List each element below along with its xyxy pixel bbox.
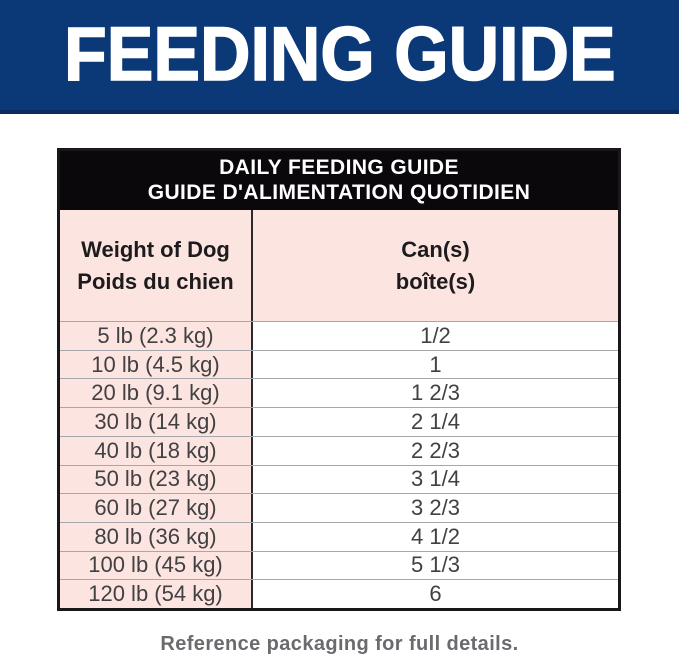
cans-cell: 3 1/4: [253, 466, 618, 494]
footer-note: Reference packaging for full details.: [160, 633, 519, 655]
column-header-row: [60, 210, 618, 322]
page-title: FEEDING GUIDE: [63, 12, 616, 97]
column-header-cans-fr: boîte(s): [395, 268, 476, 294]
table-header-line-fr: GUIDE D'ALIMENTATION QUOTIDIEN: [147, 181, 531, 204]
weight-cell: 100 lb (45 kg): [60, 552, 253, 580]
weight-cell: 120 lb (54 kg): [60, 580, 253, 608]
table-row: [60, 580, 618, 608]
table-row: [60, 379, 618, 408]
banner: [0, 0, 679, 114]
weight-cell: 80 lb (36 kg): [60, 523, 253, 551]
cans-cell: 3 2/3: [253, 494, 618, 522]
weight-cell: 50 lb (23 kg): [60, 466, 253, 494]
weight-cell: 5 lb (2.3 kg): [60, 322, 253, 350]
cans-cell: 1: [253, 351, 618, 379]
table-row: [60, 523, 618, 552]
cans-cell: 6: [253, 580, 618, 608]
table-row: [60, 322, 618, 351]
weight-cell: 30 lb (14 kg): [60, 408, 253, 436]
cans-cell: 5 1/3: [253, 552, 618, 580]
table-row: [60, 408, 618, 437]
cans-cell: 2 2/3: [253, 437, 618, 465]
table-header: [60, 151, 618, 210]
cans-cell: 4 1/2: [253, 523, 618, 551]
table-row: [60, 437, 618, 466]
column-header-weight: [60, 210, 253, 321]
table-row: [60, 351, 618, 380]
cans-cell: 1/2: [253, 322, 618, 350]
cans-cell: 2 1/4: [253, 408, 618, 436]
table-header-line-en: DAILY FEEDING GUIDE: [219, 156, 459, 179]
weight-cell: 60 lb (27 kg): [60, 494, 253, 522]
column-header-cans: [253, 210, 618, 321]
column-header-weight-en: Weight of Dog: [81, 236, 230, 262]
table-row: [60, 466, 618, 495]
table-body: [60, 322, 618, 608]
table-row: [60, 552, 618, 581]
weight-cell: 20 lb (9.1 kg): [60, 379, 253, 407]
table-row: [60, 494, 618, 523]
weight-cell: 40 lb (18 kg): [60, 437, 253, 465]
column-header-weight-fr: Poids du chien: [77, 268, 234, 294]
feeding-table: [57, 148, 621, 611]
column-header-cans-en: Can(s): [401, 236, 470, 262]
weight-cell: 10 lb (4.5 kg): [60, 351, 253, 379]
cans-cell: 1 2/3: [253, 379, 618, 407]
